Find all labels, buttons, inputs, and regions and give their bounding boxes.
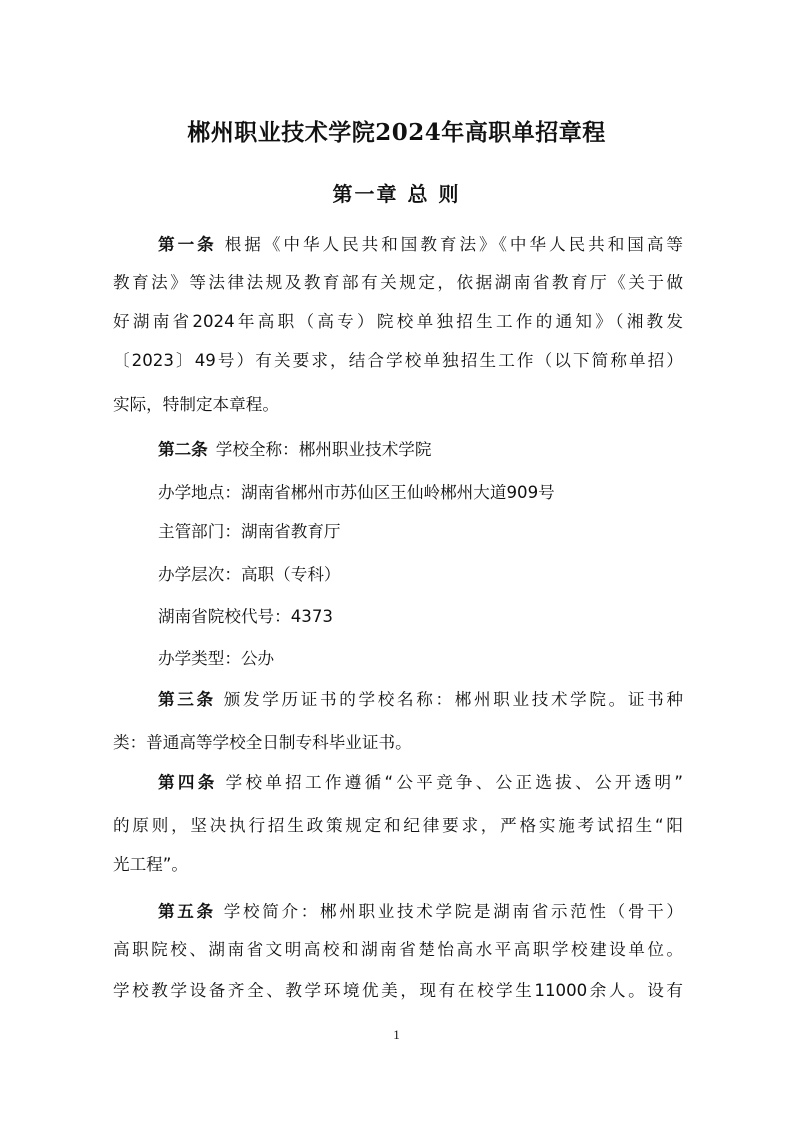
- article-5-text-1: 学校简介：郴州职业技术学院是湖南省示范性（骨干）: [223, 902, 684, 921]
- article-1-line-5: 实际，特制定本章程。: [113, 395, 279, 414]
- page-number: 1: [393, 1027, 400, 1042]
- article-3-text-1: 颁发学历证书的学校名称：郴州职业技术学院。证书种: [223, 690, 684, 709]
- document-title: 郴州职业技术学院2024年高职单招章程: [187, 119, 606, 146]
- article-1-line-3: 好湖南省2024年高职（高专）院校单独招生工作的通知》（湘教发: [113, 312, 683, 331]
- article-4-line-1: [158, 770, 683, 795]
- article-1-line-1: [158, 232, 683, 257]
- chapter-title: 第一章 总 则: [332, 182, 461, 206]
- article-1-line-4: 〔2023〕49号）有关要求，结合学校单独招生工作（以下简称单招）: [113, 351, 683, 370]
- article-4-line-2: 的原则，坚决执行招生政策规定和纪律要求，严格实施考试招生“阳: [113, 816, 683, 835]
- school-level: 办学层次：高职（专科）: [158, 565, 341, 584]
- article-1-label: 第一条: [158, 234, 217, 254]
- article-3-line-2: 类：普通高等学校全日制专科毕业证书。: [113, 733, 412, 752]
- school-code: 湖南省院校代号：4373: [158, 607, 333, 626]
- school-address: 办学地点：湖南省郴州市苏仙区王仙岭郴州大道909号: [158, 483, 555, 502]
- article-5-line-3: 学校教学设备齐全、教学环境优美，现有在校学生11000余人。设有: [113, 981, 683, 1000]
- article-3-label: 第三条: [158, 689, 216, 709]
- article-4-text-1: 学校单招工作遵循“公平竞争、公正选拔、公开透明”: [225, 773, 683, 792]
- article-4-line-3: 光工程”。: [113, 855, 188, 874]
- article-4-label: 第四条: [158, 772, 218, 792]
- article-5-label: 第五条: [158, 901, 216, 921]
- article-2-label: 第二条: [158, 439, 208, 459]
- article-1-line-2: 教育法》等法律法规及教育部有关规定，依据湖南省教育厅《关于做: [113, 273, 683, 292]
- school-type: 办学类型：公办: [158, 649, 275, 668]
- school-authority: 主管部门：湖南省教育厅: [158, 522, 341, 541]
- article-1-text-1: 根据《中华人民共和国教育法》《中华人民共和国高等: [224, 235, 684, 254]
- article-5-line-2: 高职院校、湖南省文明高校和湖南省楚怡高水平高职学校建设单位。: [113, 940, 683, 959]
- article-2-text-1: 学校全称：郴州职业技术学院: [215, 440, 432, 459]
- article-5-line-1: [158, 899, 683, 924]
- article-2-line-1: [158, 437, 728, 462]
- article-3-line-1: [158, 687, 683, 712]
